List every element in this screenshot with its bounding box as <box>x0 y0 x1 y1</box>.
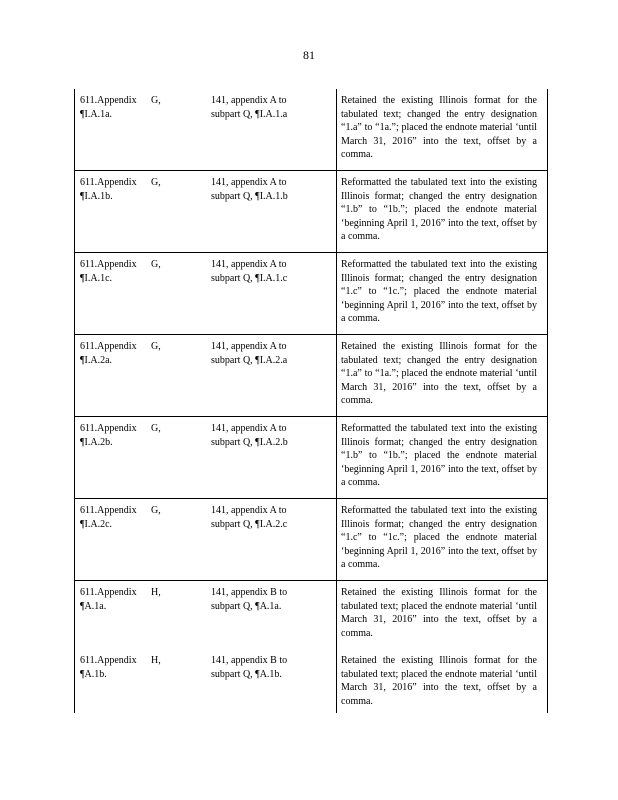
appendix-letter: G, <box>151 423 161 434</box>
illinois-section: 611.Appendix ¶I.A.1a. <box>80 95 137 120</box>
appendix-letter: G, <box>151 177 161 188</box>
table-row <box>75 649 547 713</box>
explanatory-note: Retained the existing Illinois format for the tabulated text; changed the entry designation “1.a” to “1a.”; placed the endnote material ‘until March 31, 2016” into the text, offset by a comma. <box>341 341 537 407</box>
column-divider <box>336 581 337 649</box>
appendix-letter: H, <box>151 655 161 666</box>
table-row <box>75 417 547 499</box>
illinois-section: 611.Appendix ¶I.A.2b. <box>80 423 137 448</box>
table-row <box>75 335 547 417</box>
explanatory-note: Retained the existing Illinois format for the tabulated text; changed the entry designation “1.a” to “1a.”; placed the endnote material ‘until March 31, 2016” into the text, offset by a comma. <box>341 95 537 161</box>
federal-citation: 141, appendix B to subpart Q, ¶A.1a. <box>211 587 288 612</box>
table-row <box>75 253 547 335</box>
federal-citation: 141, appendix A to subpart Q, ¶I.A.2.c <box>211 505 288 530</box>
explanatory-note: Reformatted the tabulated text into the existing Illinois format; changed the entry designation “1.b” to “1b.”; placed the endnote material ‘beginning April 1, 2016” into the text, offset by a comma. <box>341 177 537 243</box>
federal-citation: 141, appendix A to subpart Q, ¶I.A.2.a <box>211 341 288 366</box>
column-divider <box>336 417 337 498</box>
explanatory-note: Reformatted the tabulated text into the existing Illinois format; changed the entry designation “1.b” to “1b.”; placed the endnote material ‘beginning April 1, 2016” into the text, offset by a comma. <box>341 423 537 489</box>
explanatory-note: Reformatted the tabulated text into the existing Illinois format; changed the entry designation “1.c” to “1c.”; placed the endnote material ‘beginning April 1, 2016” into the text, offset by a comma. <box>341 505 537 571</box>
table-row <box>75 171 547 253</box>
column-divider <box>336 335 337 416</box>
explanatory-note: Reformatted the tabulated text into the existing Illinois format; changed the entry designation “1.c” to “1c.”; placed the endnote material ‘beginning April 1, 2016” into the text, offset by a comma. <box>341 259 537 325</box>
page-number: 81 <box>303 48 315 62</box>
table-row <box>75 581 547 649</box>
federal-citation: 141, appendix A to subpart Q, ¶I.A.1.b <box>211 177 288 202</box>
illinois-section: 611.Appendix ¶I.A.2a. <box>80 341 137 366</box>
illinois-section: 611.Appendix ¶A.1a. <box>80 587 137 612</box>
column-divider <box>336 253 337 334</box>
column-divider <box>336 499 337 580</box>
explanatory-note: Retained the existing Illinois format for the tabulated text; placed the endnote material ‘until March 31, 2016” into the text, offset by a comma. <box>341 587 537 639</box>
illinois-section: 611.Appendix ¶I.A.1c. <box>80 259 137 284</box>
column-divider <box>336 171 337 252</box>
table-row <box>75 89 547 171</box>
cross-reference-table <box>74 89 548 713</box>
appendix-letter: H, <box>151 587 161 598</box>
illinois-section: 611.Appendix ¶I.A.2c. <box>80 505 137 530</box>
federal-citation: 141, appendix A to subpart Q, ¶I.A.1.c <box>211 259 288 284</box>
illinois-section: 611.Appendix ¶I.A.1b. <box>80 177 137 202</box>
explanatory-note: Retained the existing Illinois format for the tabulated text; placed the endnote material ‘until March 31, 2016” into the text, offset by a comma. <box>341 655 537 707</box>
appendix-letter: G, <box>151 95 161 106</box>
column-divider <box>336 89 337 170</box>
table-row <box>75 499 547 581</box>
appendix-letter: G, <box>151 505 161 516</box>
federal-citation: 141, appendix A to subpart Q, ¶I.A.1.a <box>211 95 288 120</box>
column-divider <box>336 649 337 713</box>
appendix-letter: G, <box>151 259 161 270</box>
appendix-letter: G, <box>151 341 161 352</box>
illinois-section: 611.Appendix ¶A.1b. <box>80 655 137 680</box>
federal-citation: 141, appendix B to subpart Q, ¶A.1b. <box>211 655 288 680</box>
federal-citation: 141, appendix A to subpart Q, ¶I.A.2.b <box>211 423 288 448</box>
